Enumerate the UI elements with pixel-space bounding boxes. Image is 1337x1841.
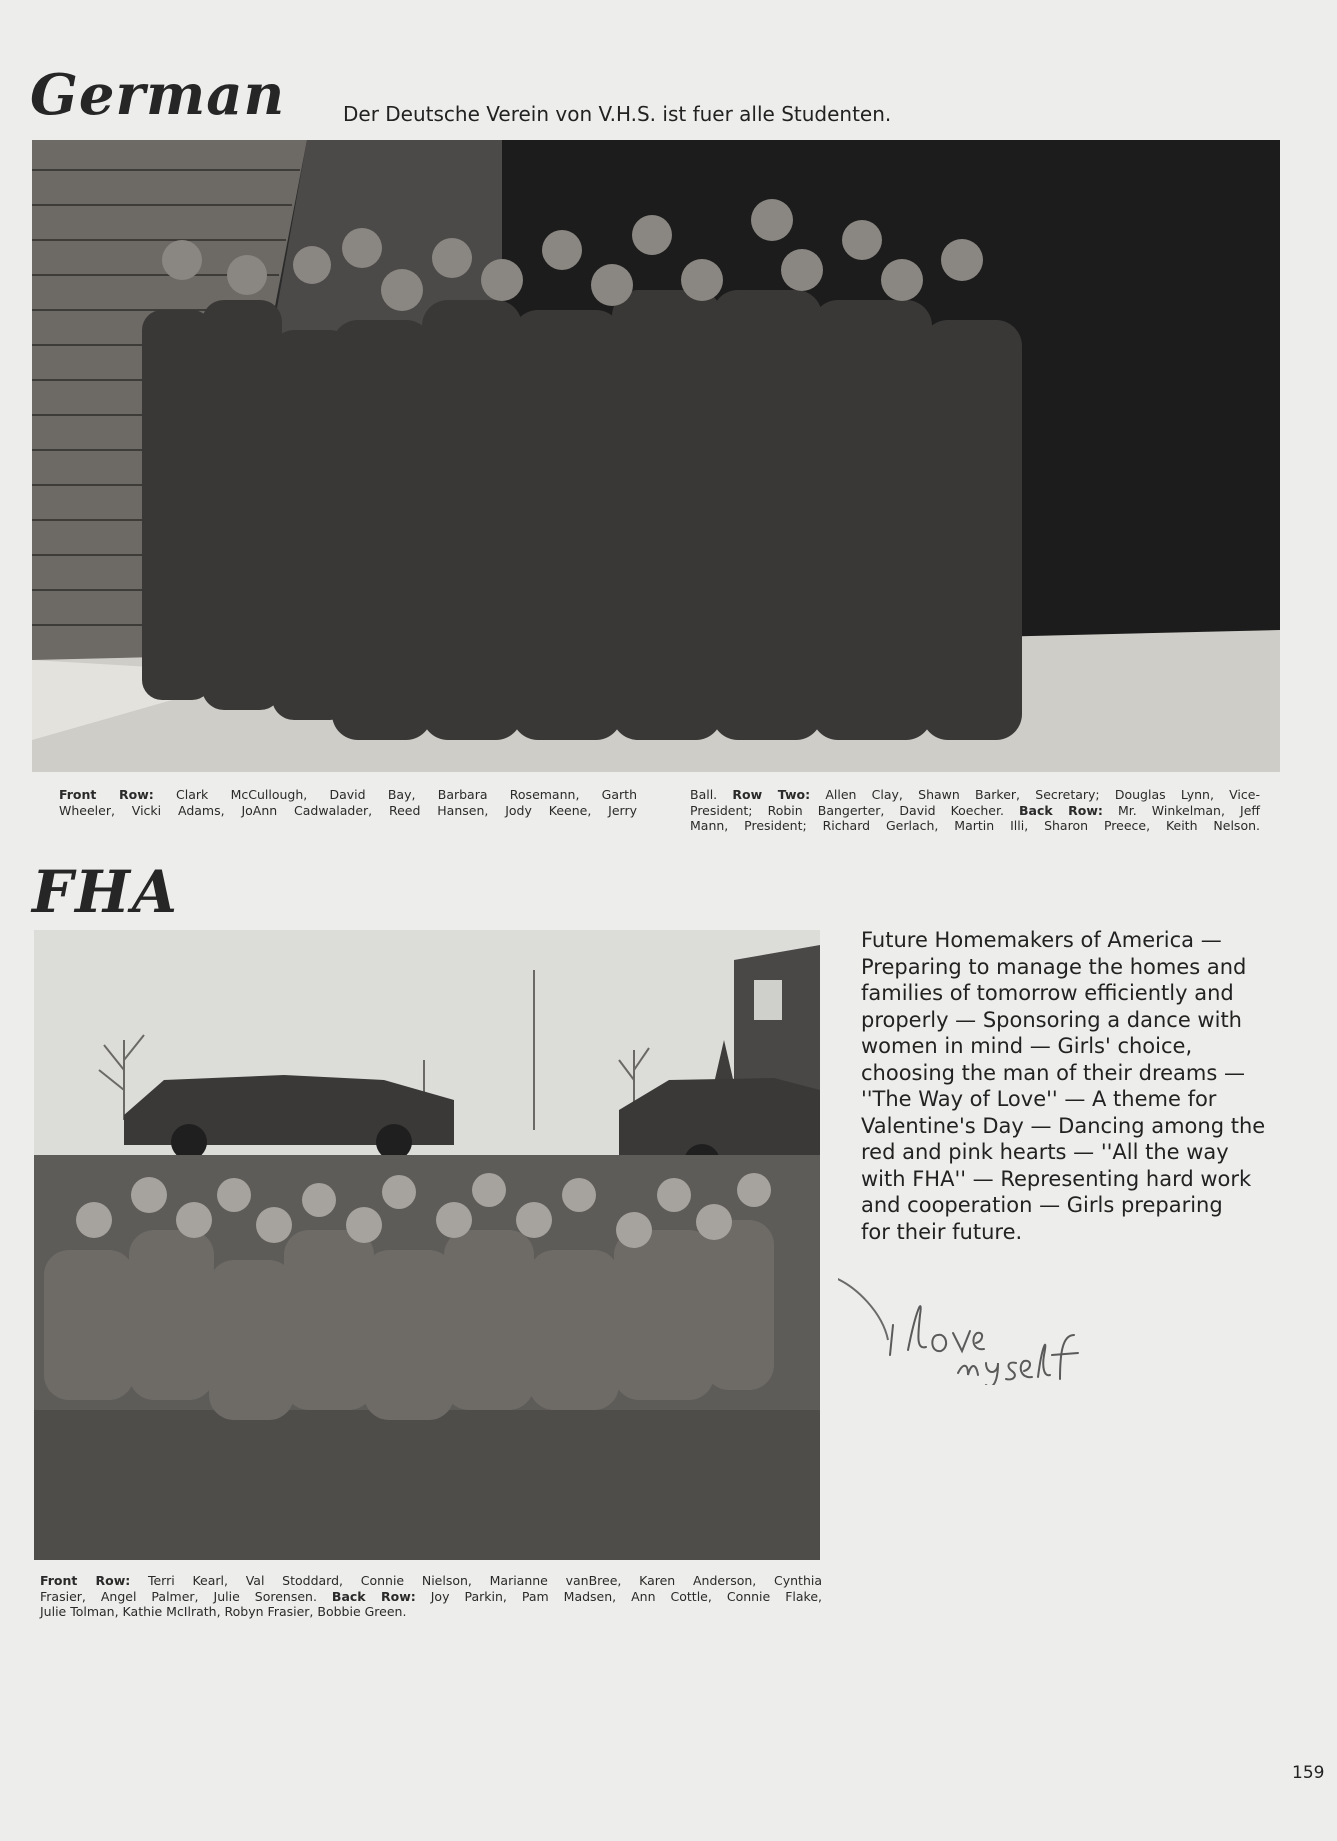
page-number: 159 [1292,1763,1325,1783]
fha-description [861,927,1281,1245]
caption-names: Julie Tolman, Kathie McIlrath, Robyn Frasier, Bobbie Green. [40,1604,407,1619]
description-line: choosing the man of their dreams — [861,1060,1245,1085]
german-subtitle: Der Deutsche Verein von V.H.S. ist fuer alle Studenten. [343,102,892,126]
description-line: properly — Sponsoring a dance with [861,1007,1242,1032]
caption-names: Terri Kearl, Val Stoddard, Connie Nielson, Marianne vanBree, Karen Anderson, Cynthia [130,1573,822,1588]
caption-names: Mr. Winkelman, Jeff [1102,802,1261,818]
caption-names: Ball. [690,787,733,802]
caption-line [40,1573,822,1589]
fha-caption [40,1573,822,1620]
caption-names: Joy Parkin, Pam Madsen, Ann Cottle, Connie Flake, [415,1588,822,1604]
caption-names: Clark McCullough, David Bay, Barbara Rosemann, Garth [153,787,637,802]
caption-names: Mann, President; Richard Gerlach, Martin Illi, Sharon Preece, Keith Nelson. [690,818,1260,833]
description-line: Future Homemakers of America — [861,928,1222,952]
caption-line [40,1589,822,1605]
fha-section-title: FHA [32,858,179,926]
caption-label: Front Row: [59,787,154,802]
description-line: families of tomorrow efficiently and [861,981,1234,1005]
caption-names: Frasier, Angel Palmer, Julie Sorensen. [40,1588,332,1604]
caption-label: Front Row: [40,1573,131,1588]
german-caption-right [690,787,1260,834]
caption-names: President; Robin Bangerter, David Koecher. [690,802,1020,818]
caption-line [690,818,1260,834]
caption-label: Back Row: [1019,802,1103,818]
description-line: red and pink hearts — ''All the way [861,1140,1229,1164]
description-line: with FHA'' — Representing hard work [861,1166,1252,1191]
caption-line [59,787,637,803]
german-caption-left [59,787,637,818]
caption-label: Back Row: [331,1588,416,1604]
description-line: ''The Way of Love'' — A theme for [861,1087,1217,1111]
description-line: and cooperation — Girls preparing [861,1193,1223,1217]
description-line: Preparing to manage the homes and [861,954,1247,979]
description-line: for their future. [861,1219,1023,1244]
handwritten-note [838,1255,1088,1385]
caption-names: Allen Clay, Shawn Barker, Secretary; Douglas Lynn, Vice- [810,787,1260,802]
caption-line [59,803,637,819]
description-line: Valentine's Day — Dancing among the [861,1113,1266,1138]
caption-label: Row Two: [732,787,811,802]
caption-names: Wheeler, Vicki Adams, JoAnn Cadwalader, Reed Hansen, Jody Keene, Jerry [59,802,637,818]
description-line: women in mind — Girls' choice, [861,1034,1193,1058]
caption-line [40,1604,822,1620]
german-section-title: German [30,62,286,128]
caption-line [690,803,1260,819]
german-club-photo [32,140,1280,772]
caption-line [690,787,1260,803]
fha-club-photo [34,930,820,1560]
